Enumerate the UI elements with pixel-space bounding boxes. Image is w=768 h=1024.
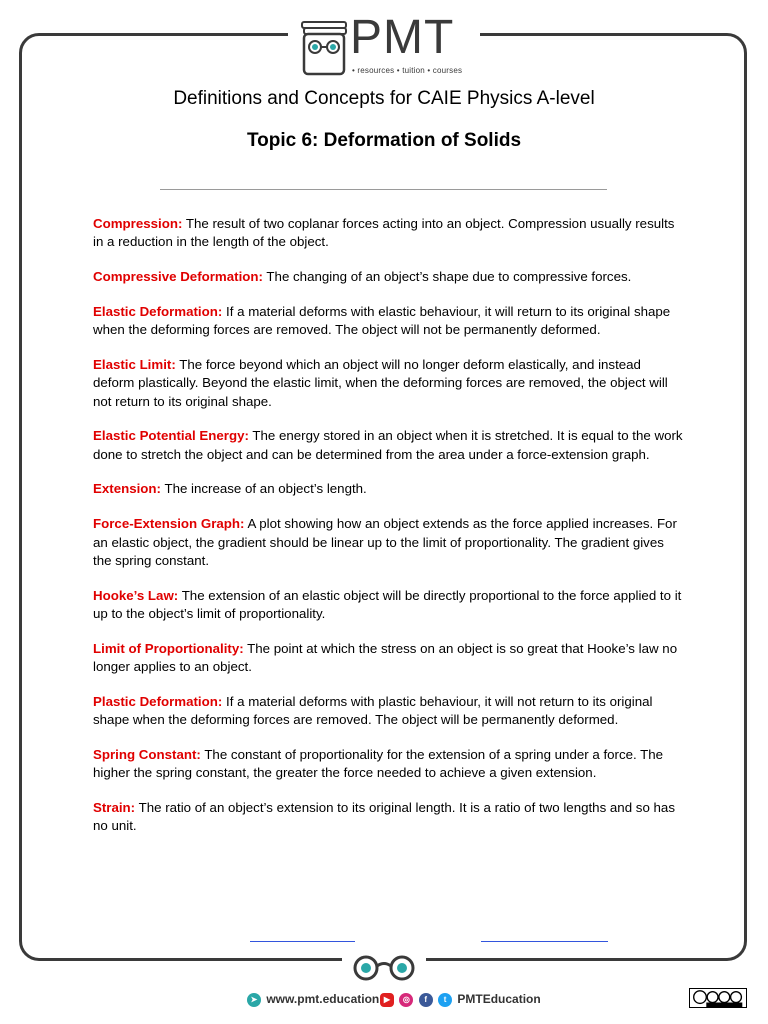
definition-text: The point at which the stress on an object is so great that Hooke’s law no longer applies to an object.: [93, 640, 678, 675]
definition-term: Force-Extension Graph:: [93, 516, 245, 532]
cc-license-icon: [689, 988, 747, 1008]
definition-item: [93, 746, 683, 783]
definition-item: [93, 693, 683, 730]
definition-term: Hooke’s Law:: [93, 587, 179, 603]
document-title: Definitions and Concepts for CAIE Physics A-level: [173, 88, 595, 109]
definition-term: Strain:: [93, 800, 136, 816]
definition-item: [93, 303, 683, 340]
topic-title: Topic 6: Deformation of Solids: [246, 130, 522, 151]
definition-item: [93, 427, 683, 464]
social-handle[interactable]: PMTEducation: [457, 992, 541, 1006]
facebook-icon[interactable]: f: [419, 993, 433, 1007]
cursor-icon: ➤: [247, 993, 261, 1007]
definition-term: Spring Constant:: [93, 746, 201, 762]
definition-item: [93, 799, 683, 836]
definition-item: [93, 640, 683, 677]
instagram-icon[interactable]: ◎: [399, 993, 413, 1007]
glasses-icon: [350, 954, 418, 982]
definition-term: Elastic Deformation:: [93, 303, 223, 319]
definition-item: [93, 480, 683, 498]
youtube-icon[interactable]: ▶: [380, 993, 394, 1007]
definition-item: [93, 587, 683, 624]
title-divider: [160, 189, 607, 190]
definition-text: The constant of proportionality for the extension of a spring under a force. The higher the spring constant, the greater the force needed to achieve a given extension.: [93, 746, 664, 781]
website-link[interactable]: www.pmt.education: [266, 992, 380, 1006]
definition-text: The result of two coplanar forces acting into an object. Compression usually results in a reduction in the length of the object.: [93, 216, 675, 250]
footer-social[interactable]: [380, 990, 541, 1008]
logo-wordmark: PMT: [350, 11, 455, 64]
definition-term: Extension:: [93, 481, 161, 497]
definition-term: Compressive Deformation:: [93, 269, 263, 285]
definition-item: [93, 268, 683, 286]
logo-tagline: • resources • tuition • courses: [352, 66, 463, 75]
definition-term: Compression:: [93, 216, 183, 231]
definition-text: The changing of an object’s shape due to compressive forces.: [266, 269, 632, 285]
definition-term: Limit of Proportionality:: [93, 640, 244, 656]
definition-item: [93, 356, 683, 411]
definition-term: Elastic Potential Energy:: [93, 428, 249, 444]
definition-text: A plot showing how an object extends as the force applied increases. For an elastic object, the gradient should be linear up to the limit of proportionality. The gradient gives the spring constant.: [93, 516, 677, 568]
definition-term: Plastic Deformation:: [93, 693, 223, 709]
definition-item: [93, 215, 683, 252]
definition-text: The ratio of an object’s extension to its original length. It is a ratio of two lengths and so has no unit.: [93, 800, 675, 834]
definition-text: If a material deforms with elastic behaviour, it will return to its original shape when the deforming forces are removed. The object will not be permanently deformed.: [93, 303, 671, 338]
definition-text: The energy stored in an object when it is stretched. It is equal to the work done to stretch the object and can be determined from the area under a force-extension graph.: [93, 428, 683, 462]
definition-term: Elastic Limit:: [93, 356, 176, 372]
link-underline-right[interactable]: [481, 941, 608, 942]
twitter-icon[interactable]: t: [438, 993, 452, 1007]
definition-text: The extension of an elastic object will be directly proportional to the force applied to it up to the object’s limit of proportionality.: [93, 587, 682, 621]
definitions-list: [93, 215, 683, 852]
link-underline-left[interactable]: [250, 941, 355, 942]
definition-text: The force beyond which an object will no longer deform elastically, and instead deform plastically. Beyond the elastic limit, when the deforming forces are removed, the object will not return to its original shape.: [93, 356, 668, 409]
definition-text: The increase of an object’s length.: [164, 481, 367, 497]
definition-item: [93, 515, 683, 570]
footer-website[interactable]: [247, 990, 379, 1008]
definition-text: If a material deforms with plastic behaviour, it will not return to its original shape when the deforming forces are removed. The object will be permanently deformed.: [93, 693, 653, 728]
